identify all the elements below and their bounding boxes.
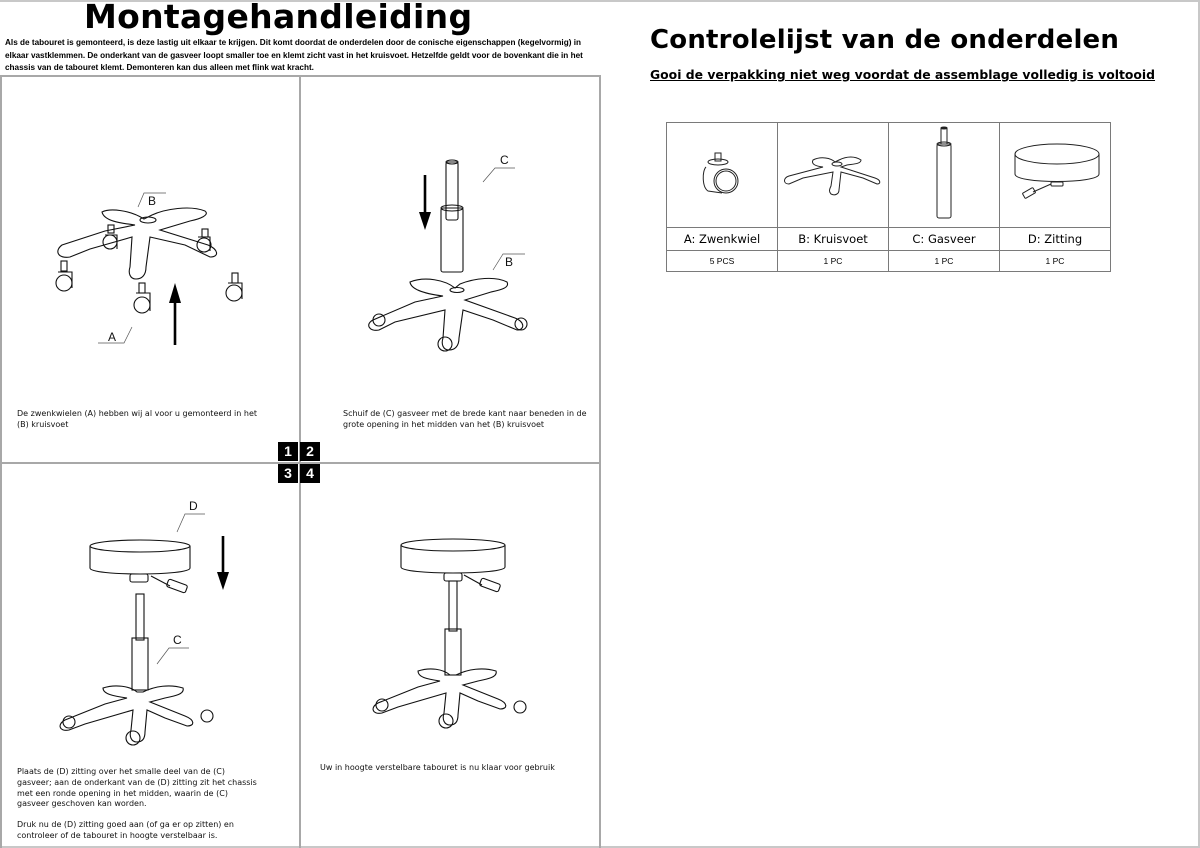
caster-wheel-icon — [692, 143, 752, 203]
step-number-1: 1 — [278, 442, 298, 461]
step-number-badges — [278, 442, 322, 484]
parts-table — [666, 122, 1111, 272]
svg-text:B: B — [148, 194, 157, 208]
step-number-2: 2 — [300, 442, 320, 461]
step-2-illustration — [365, 150, 545, 360]
parts-image-row — [667, 123, 1111, 228]
star-base-icon — [783, 148, 883, 198]
gas-spring-icon — [929, 126, 959, 221]
part-name: A: Zwenkwiel — [667, 228, 778, 251]
svg-text:B: B — [505, 255, 514, 269]
step-3-text: Plaats de (D) zitting over het smalle deel van de (C) gasveer; aan de onderkant van de (D) zitting zit het chassis met een ronde opening in het midden, waarin de (C) gasveer geschoven kan worden. Druk nu de (D) zitting goed aan (of ga er op zitten) en controleer of de tabouret in hoogte verstelbaar is. — [17, 767, 257, 840]
parts-name-row — [667, 228, 1111, 251]
svg-text:C: C — [500, 153, 509, 167]
step-number-3: 3 — [278, 464, 298, 483]
assembly-title: Montagehandleiding — [84, 0, 473, 36]
part-qty: 1 PC — [1000, 251, 1111, 272]
part-image-caster — [667, 123, 778, 228]
checklist-title: Controlelijst van de onderdelen — [650, 25, 1120, 55]
part-name: C: Gasveer — [889, 228, 1000, 251]
part-image-seat — [1000, 123, 1111, 228]
step-4-text: Uw in hoogte verstelbare tabouret is nu klaar voor gebruik — [320, 763, 555, 772]
svg-text:D: D — [189, 499, 198, 513]
assembly-intro: Als de tabouret is gemonteerd, is deze lastig uit elkaar te krijgen. Dit komt doordat de onderdelen door de conische eigenschappen (kegelvormig) in elkaar vastklemmen. De onderkant van de gasveer loopt smaller toe en klemt zicht vast in het kruisvoet. Hetzelfde geldt voor de bovenkant die in het chassis van de tabouret klemt. Demonteren kan dus alleen met flink wat kracht. — [5, 38, 583, 73]
part-qty: 5 PCS — [667, 251, 778, 272]
part-name: B: Kruisvoet — [778, 228, 889, 251]
checklist-subtitle: Gooi de verpakking niet weg voordat de assemblage volledig is voltooid — [650, 67, 1156, 82]
svg-text:C: C — [173, 633, 182, 647]
part-image-gas-spring — [889, 123, 1000, 228]
step-1-text: De zwenkwielen (A) hebben wij al voor u gemonteerd in het (B) kruisvoet — [17, 409, 258, 429]
step-4-illustration — [368, 535, 538, 735]
step-2-text: Schuif de (C) gasveer met de brede kant naar beneden in de grote opening in het midden van het (B) kruisvoet — [343, 409, 587, 429]
parts-qty-row — [667, 251, 1111, 272]
step-1-illustration — [50, 175, 260, 355]
part-name: D: Zitting — [1000, 228, 1111, 251]
part-qty: 1 PC — [778, 251, 889, 272]
step-3-illustration — [55, 498, 245, 748]
part-qty: 1 PC — [889, 251, 1000, 272]
step-number-4: 4 — [300, 464, 320, 483]
seat-icon — [1007, 138, 1103, 208]
part-image-base — [778, 123, 889, 228]
svg-text:A: A — [108, 330, 117, 344]
